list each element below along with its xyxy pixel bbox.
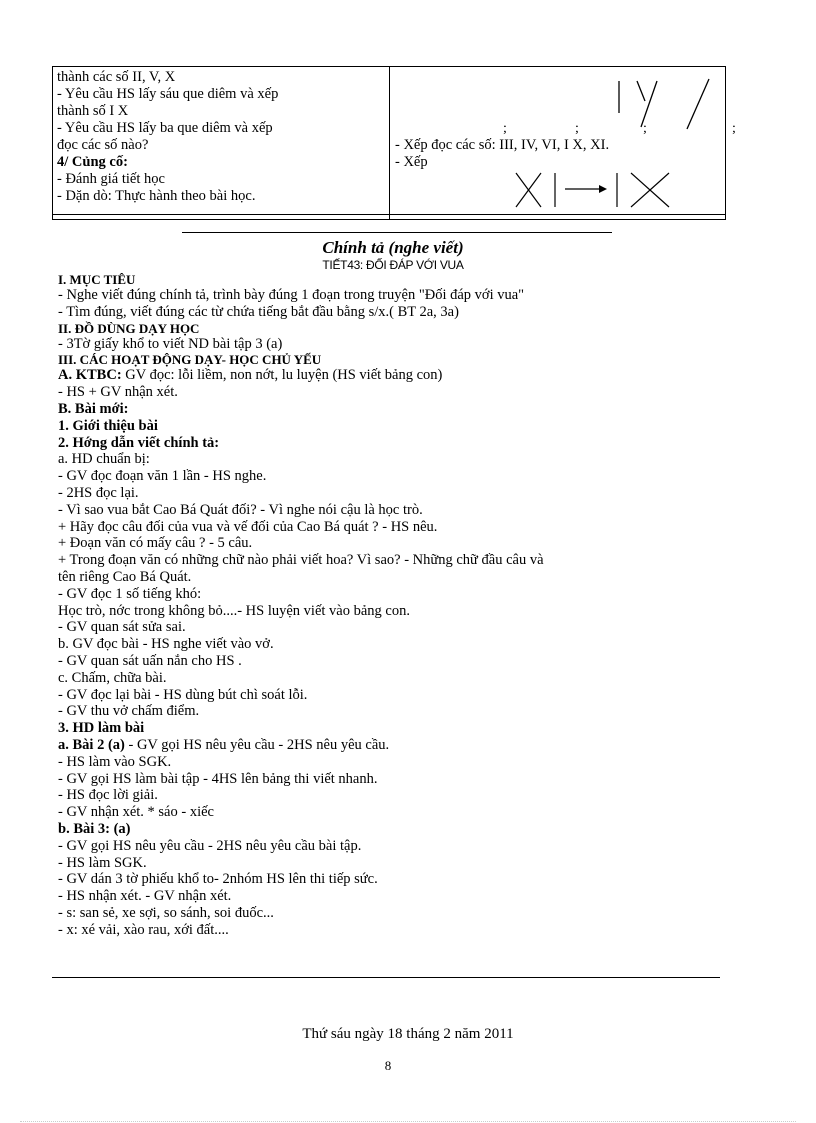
body-line: - Tìm đúng, viết đúng các từ chứa tiếng bắt đầu bằng s/x.( BT 2a, 3a)	[58, 303, 459, 320]
body-line: + Hãy đọc câu đối của vua và vế đối của Cao Bá quát ? - HS nêu.	[58, 518, 438, 535]
lesson-title: Chính tả (nghe viết)	[322, 238, 464, 257]
table-left-line: 4/ Củng cố:	[57, 154, 128, 170]
body-line: 1. Giới thiệu bài	[58, 417, 158, 434]
body-line: 3. HD làm bài	[58, 720, 145, 737]
body-line-bold-prefix: a. Bài 2 (a)	[58, 736, 125, 753]
body-line: - GV dán 3 tờ phiếu khổ to- 2nhóm HS lên thi tiếp sức.	[58, 871, 378, 888]
body-line: - Nghe viết đúng chính tả, trình bày đúng 1 đoạn trong truyện "Đối đáp với vua"	[58, 287, 525, 303]
body-line: - HS đọc lời giải.	[58, 787, 158, 804]
section-rule-bottom	[52, 977, 720, 978]
body-line: b. GV đọc bài - HS nghe viết vào vở.	[58, 636, 274, 653]
body-line	[58, 737, 728, 754]
table-left-line: thành số I X	[57, 103, 129, 119]
table-left-cell	[57, 69, 383, 205]
matchstick-ix-figure	[609, 77, 719, 137]
semicolon-3: ;	[643, 121, 647, 136]
body-line-rest: GV đọc: lỗi liềm, non nớt, lu luyện (HS viết bảng con)	[121, 367, 443, 384]
footer-date: Thứ sáu ngày 18 tháng 2 năm 2011	[302, 1026, 514, 1042]
body-line: - 3Tờ giấy khổ to viết ND bài tập 3 (a)	[58, 335, 283, 352]
body-line: c. Chấm, chữa bài.	[58, 669, 167, 686]
table-left-line: - Đánh giá tiết học	[57, 171, 165, 187]
lesson-content	[58, 232, 728, 938]
table-column-divider	[389, 67, 390, 219]
lesson-subtitle: TIẾT43: ĐỐI ĐÁP VỚI VUA	[322, 258, 464, 272]
semicolon-4: ;	[732, 121, 736, 136]
body-line: - 2HS đọc lại.	[58, 484, 139, 501]
right-line-2: - Xếp	[395, 154, 428, 170]
table-left-line: - Yêu cầu HS lấy ba que diêm và xếp	[57, 120, 273, 136]
table-left-line: thành các số II, V, X	[57, 69, 176, 85]
body-line-rest: - GV gọi HS nêu yêu cầu - 2HS nêu yêu cầu.	[124, 736, 390, 753]
matchstick-transform-figure	[513, 169, 673, 213]
body-line: I. MỤC TIÊU	[58, 272, 136, 287]
body-line: - Vì sao vua bắt Cao Bá Quát đối? - Vì nghe nói cậu là học trò.	[58, 501, 423, 518]
body-line: - s: san sẻ, xe sợi, so sánh, soi đuốc...	[58, 904, 274, 921]
body-line: a. HD chuẩn bị:	[58, 451, 150, 468]
body-line: - GV đọc đoạn văn 1 lần - HS nghe.	[58, 468, 267, 485]
body-line: - x: xé vải, xào rau, xới đất....	[58, 921, 229, 938]
body-line: - GV thu vở chấm điểm.	[58, 703, 200, 720]
body-line: - GV đọc 1 số tiếng khó:	[58, 585, 202, 602]
body-line: III. CÁC HOẠT ĐỘNG DẠY- HỌC CHỦ YẾU	[58, 352, 322, 368]
page-number: 8	[384, 1058, 392, 1073]
body-line: - HS nhận xét. - GV nhận xét.	[58, 888, 232, 905]
body-line: b. Bài 3: (a)	[58, 820, 131, 837]
semicolon-2: ;	[575, 121, 579, 136]
page-edge-dotted-line	[20, 1121, 796, 1122]
semicolon-1: ;	[503, 121, 507, 136]
body-line: 2. Hớng dẫn viết chính tả:	[58, 434, 220, 451]
body-line: Học trò, nớc trong không bỏ....- HS luyện viết vào bảng con.	[58, 602, 410, 619]
body-line: - HS làm vào SGK.	[58, 753, 172, 770]
table-left-line: đọc các số nào?	[57, 137, 149, 153]
body-line: tên riêng Cao Bá Quát.	[58, 568, 192, 585]
body-line: II. ĐỒ DÙNG DẠY HỌC	[58, 320, 200, 336]
lesson-body	[58, 272, 728, 938]
body-line: - GV gọi HS nêu yêu cầu - 2HS nêu yêu cầu bài tập.	[58, 837, 362, 854]
lesson-table	[52, 66, 736, 220]
body-line: - HS làm SGK.	[58, 854, 147, 871]
body-line: B. Bài mới:	[58, 400, 129, 417]
body-line: + Trong đoạn văn có những chữ nào phải viết hoa? Vì sao? - Những chữ đầu câu và	[58, 552, 544, 569]
body-line: - GV gọi HS làm bài tập - 4HS lên bảng thi viết nhanh.	[58, 770, 378, 787]
body-line: - GV quan sát sửa sai.	[58, 619, 186, 636]
body-line: - GV nhận xét. * sáo - xiếc	[58, 804, 214, 821]
body-line	[58, 367, 728, 384]
right-line-1: - Xếp đọc các số: III, IV, VI, I X, XI.	[395, 137, 610, 153]
table-left-line: - Dặn dò: Thực hành theo bài học.	[57, 188, 256, 204]
body-line: - HS + GV nhận xét.	[58, 384, 178, 401]
body-line-bold-prefix: A. KTBC:	[58, 367, 122, 384]
table-left-line: - Yêu cầu HS lấy sáu que diêm và xếp	[57, 86, 279, 102]
body-line: - GV đọc lại bài - HS dùng bút chì soát lỗi.	[58, 686, 308, 703]
body-line: - GV quan sát uấn nắn cho HS .	[58, 652, 242, 669]
body-line: + Đoạn văn có mấy câu ? - 5 câu.	[58, 535, 253, 552]
table-right-cell	[393, 67, 736, 217]
